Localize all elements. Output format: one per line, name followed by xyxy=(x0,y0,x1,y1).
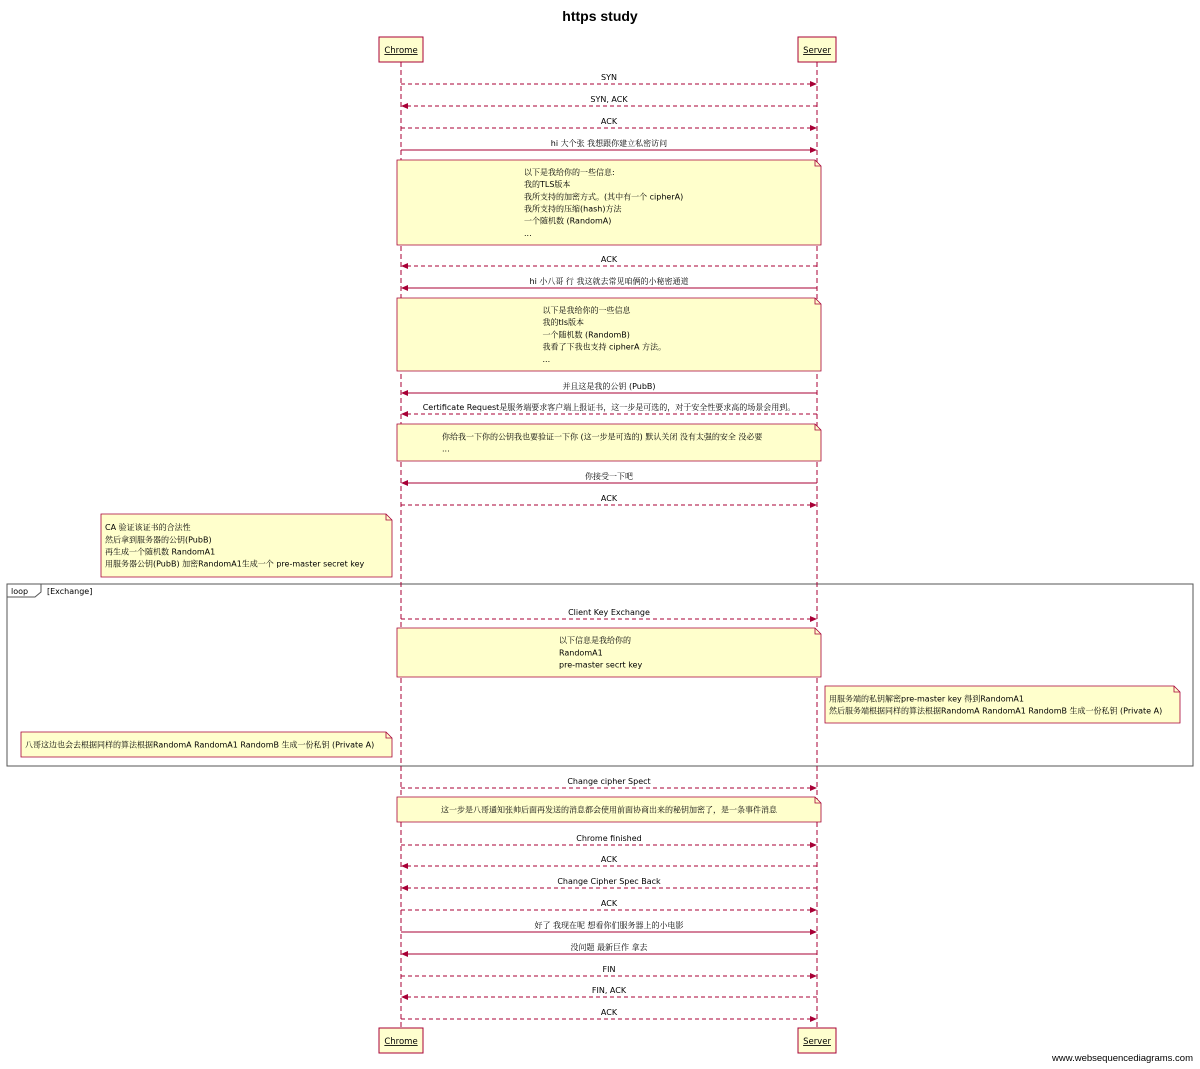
message-label: FIN xyxy=(602,965,616,974)
loop-label: [Exchange] xyxy=(47,587,93,596)
message-23 xyxy=(401,855,817,869)
arrowhead xyxy=(401,480,408,486)
actor-chrome-top xyxy=(379,37,423,62)
message-label: Change Cipher Spec Back xyxy=(557,877,661,886)
arrowhead xyxy=(810,1016,817,1022)
note-line: 用服务端的私钥解密pre-master key 得到RandomA1 xyxy=(829,694,1024,704)
message-label: hi 大个张 我想跟你建立私密访问 xyxy=(550,139,668,148)
message-15 xyxy=(401,608,817,622)
note-line: ... xyxy=(442,444,450,454)
watermark: www.websequencediagrams.com xyxy=(1052,1053,1193,1064)
actor-chrome-bottom xyxy=(379,1028,423,1053)
actor-label: Chrome xyxy=(384,1037,418,1047)
arrowhead xyxy=(401,285,408,291)
message-25 xyxy=(401,899,817,913)
message-28 xyxy=(401,965,817,979)
note-18 xyxy=(21,732,392,757)
message-label: ACK xyxy=(600,1008,618,1017)
note-line: 以下信息是我给你的 xyxy=(559,636,631,646)
loop-keyword: loop xyxy=(11,587,29,596)
message-11 xyxy=(401,471,817,486)
arrowhead xyxy=(810,125,817,131)
note-line: 我的tls版本 xyxy=(542,318,585,328)
message-label: ACK xyxy=(600,855,618,864)
message-2 xyxy=(401,117,817,131)
message-1 xyxy=(401,95,817,109)
message-label: Client Key Exchange xyxy=(568,608,650,617)
note-10 xyxy=(397,424,821,461)
message-label: FIN, ACK xyxy=(591,986,627,995)
note-line: 一个随机数 (RandomB) xyxy=(542,330,630,340)
arrowhead xyxy=(401,103,408,109)
message-12 xyxy=(401,494,817,508)
note-17 xyxy=(825,686,1180,723)
note-line: 再生成一个随机数 RandomA1 xyxy=(105,547,216,557)
note-line: 以下是我给你的一些信息: xyxy=(524,167,615,177)
note-line: CA 验证该证书的合法性 xyxy=(105,523,191,533)
message-6 xyxy=(401,276,817,291)
note-line: ... xyxy=(542,354,551,364)
note-line: RandomA1 xyxy=(559,648,603,658)
arrowhead xyxy=(401,411,408,417)
note-line: 这一步是八哥通知张帅后面再发送的消息都会使用前面协商出来的秘钥加密了，是一条事件消息 xyxy=(441,805,777,815)
events-layer xyxy=(21,73,1180,1022)
message-22 xyxy=(401,834,817,848)
arrowhead xyxy=(810,929,817,935)
actor-server-top xyxy=(798,37,836,62)
arrowhead xyxy=(810,502,817,508)
message-0 xyxy=(401,73,817,87)
note-line: 我所支持的压缩(hash)方法 xyxy=(524,204,622,214)
arrowhead xyxy=(401,390,408,396)
note-line: 然后拿到服务器的公钥(PubB) xyxy=(105,535,212,545)
arrowhead xyxy=(401,885,408,891)
message-9 xyxy=(401,402,817,417)
arrowhead xyxy=(810,907,817,913)
note-4 xyxy=(397,160,821,245)
arrowhead xyxy=(810,785,817,791)
message-24 xyxy=(401,877,817,891)
message-label: hi 小八哥 行 我这就去常见咱俩的小秘密通道 xyxy=(529,277,689,286)
arrowhead xyxy=(401,263,408,269)
arrowhead xyxy=(810,147,817,153)
arrowhead xyxy=(401,994,408,1000)
message-20 xyxy=(401,777,817,791)
arrowhead xyxy=(401,951,408,957)
message-label: Certificate Request是服务端要求客户端上报证书，这一步是可选的，对于安全性要求高的场景会用到。 xyxy=(422,403,796,412)
note-line: 你给我一下你的公钥我也要验证一下你 (这一步是可选的) 默认关闭 没有太强的安全 没必要 xyxy=(442,432,763,442)
note-line: 我所支持的加密方式。(其中有一个 cipherA) xyxy=(524,192,684,202)
note-line: 我看了下我也支持 cipherA 方法。 xyxy=(542,342,667,352)
message-label: ACK xyxy=(600,494,618,503)
note-box xyxy=(397,424,821,461)
message-label: 并且这是我的公钥 (PubB) xyxy=(562,382,656,391)
actor-label: Server xyxy=(803,1037,831,1047)
note-line: pre-master secrt key xyxy=(559,660,643,670)
actor-label: Server xyxy=(803,46,831,56)
message-label: 好了 我现在呢 想看你们服务器上的小电影 xyxy=(534,921,684,930)
message-label: ACK xyxy=(600,117,618,126)
message-26 xyxy=(401,920,817,935)
note-line: ... xyxy=(524,228,532,238)
note-7 xyxy=(397,298,821,371)
note-13 xyxy=(101,514,392,577)
actor-server-bottom xyxy=(798,1028,836,1053)
message-label: ACK xyxy=(600,255,618,264)
arrowhead xyxy=(401,863,408,869)
arrowhead xyxy=(810,616,817,622)
actor-label: Chrome xyxy=(384,46,418,56)
message-30 xyxy=(401,1008,817,1022)
message-label: ACK xyxy=(600,899,618,908)
arrowhead xyxy=(810,842,817,848)
message-label: Chrome finished xyxy=(576,834,642,843)
message-label: 你接受一下吧 xyxy=(585,472,633,481)
note-line: 一个随机数 (RandomA) xyxy=(524,216,612,226)
note-line: 用服务器公钥(PubB) 加密RandomA1生成一个 pre-master secret key xyxy=(105,559,365,569)
message-5 xyxy=(401,255,817,269)
arrowhead xyxy=(810,973,817,979)
note-line: 八哥这边也会去根据同样的算法根据RandomA RandomA1 RandomB 生成一份私钥 (Private A) xyxy=(25,740,375,750)
arrowhead xyxy=(810,81,817,87)
message-3 xyxy=(401,138,817,153)
diagram-title: https study xyxy=(562,8,638,24)
message-label: Change cipher Spect xyxy=(567,777,651,786)
message-27 xyxy=(401,942,817,957)
message-label: SYN, ACK xyxy=(590,95,628,104)
message-label: 没问题 最新巨作 拿去 xyxy=(570,943,648,952)
note-16 xyxy=(397,628,821,677)
message-label: SYN xyxy=(601,73,617,82)
message-8 xyxy=(401,381,817,396)
note-line: 以下是我给你的一些信息 xyxy=(542,306,631,315)
note-line: 我的TLS版本 xyxy=(524,180,571,190)
note-21 xyxy=(397,797,821,822)
message-29 xyxy=(401,986,817,1000)
note-box xyxy=(825,686,1180,723)
note-line: 然后服务端根据同样的算法根据RandomA RandomA1 RandomB 生成一份私钥 (Private A) xyxy=(829,706,1163,716)
